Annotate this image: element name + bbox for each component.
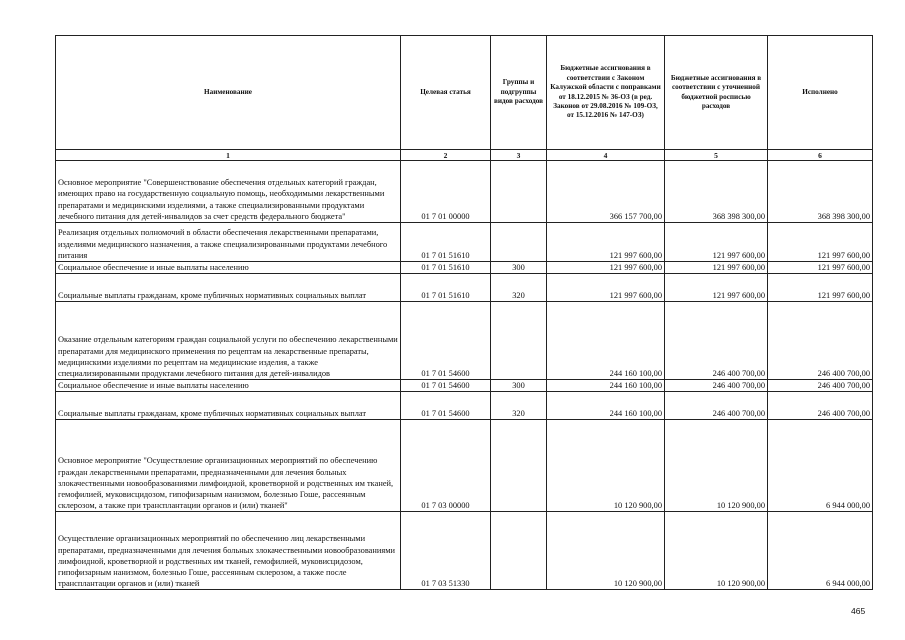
header-code: Целевая статья	[401, 36, 491, 150]
table-row	[56, 223, 873, 262]
column-number: 1	[56, 150, 401, 161]
row-group: 300	[491, 380, 547, 392]
row-executed: 121 997 600,00	[768, 274, 873, 302]
column-number: 4	[547, 150, 665, 161]
row-refined: 121 997 600,00	[665, 223, 768, 262]
row-group: 320	[491, 392, 547, 420]
row-assigned: 244 160 100,00	[547, 380, 665, 392]
header-refined: Бюджетные ассигнования в соответствии с уточненной бюджетной росписью расходов	[665, 36, 768, 150]
row-executed: 6 944 000,00	[768, 512, 873, 590]
page-number: 465	[851, 606, 866, 616]
table-row	[56, 302, 873, 380]
row-refined: 10 120 900,00	[665, 420, 768, 512]
row-refined: 246 400 700,00	[665, 392, 768, 420]
row-name: Основное мероприятие "Совершенствование обеспечения отдельных категорий граждан, имеющих право на государственную социальную помощь, необходимыми лекарственными препаратами и медицинскими изделиями, а также специализированными продуктами лечебного питания для детей-инвалидов за счет средств федерального бюджета"	[56, 161, 401, 223]
header-group: Группы и подгруппы видов расходов	[491, 36, 547, 150]
row-group	[491, 161, 547, 223]
row-executed: 246 400 700,00	[768, 380, 873, 392]
row-executed: 246 400 700,00	[768, 392, 873, 420]
budget-table	[55, 35, 873, 590]
row-assigned: 10 120 900,00	[547, 420, 665, 512]
table-row	[56, 274, 873, 302]
table-row	[56, 392, 873, 420]
row-assigned: 121 997 600,00	[547, 274, 665, 302]
column-number: 5	[665, 150, 768, 161]
table-row	[56, 161, 873, 223]
row-code: 01 7 03 51330	[401, 512, 491, 590]
row-code: 01 7 03 00000	[401, 420, 491, 512]
row-name: Реализация отдельных полномочий в области обеспечения лекарственными препаратами, изделиями медицинского назначения, а также специализированными продуктами лечебного питания	[56, 223, 401, 262]
row-name: Социальные выплаты гражданам, кроме публичных нормативных социальных выплат	[56, 392, 401, 420]
row-assigned: 244 160 100,00	[547, 392, 665, 420]
header-executed: Исполнено	[768, 36, 873, 150]
column-number: 2	[401, 150, 491, 161]
row-group	[491, 223, 547, 262]
row-code: 01 7 01 54600	[401, 302, 491, 380]
row-code: 01 7 01 00000	[401, 161, 491, 223]
row-executed: 368 398 300,00	[768, 161, 873, 223]
row-code: 01 7 01 54600	[401, 392, 491, 420]
row-refined: 121 997 600,00	[665, 274, 768, 302]
row-assigned: 121 997 600,00	[547, 262, 665, 274]
row-name: Социальное обеспечение и иные выплаты населению	[56, 262, 401, 274]
row-name: Осуществление организационных мероприятий по обеспечению лиц лекарственными препаратами, предназначенными для лечения больных злокачественными новообразованиями лимфоидной, кроветворной и родственных им тканей, гемофилией, муковисцидозом, гипофизарным нанизмом, болезнью Гоше, рассеянным склерозом, а также после трансплантации органов и (или) тканей	[56, 512, 401, 590]
row-executed: 121 997 600,00	[768, 223, 873, 262]
row-group: 300	[491, 262, 547, 274]
row-executed: 246 400 700,00	[768, 302, 873, 380]
column-number: 6	[768, 150, 873, 161]
row-group	[491, 512, 547, 590]
row-code: 01 7 01 54600	[401, 380, 491, 392]
row-refined: 368 398 300,00	[665, 161, 768, 223]
row-group: 320	[491, 274, 547, 302]
header-name: Наименование	[56, 36, 401, 150]
column-number: 3	[491, 150, 547, 161]
header-assigned: Бюджетные ассигнования в соответствии с Законом Калужской области с поправками от 18.12.2015 № 36-ОЗ (в ред. Законов от 29.08.2016 № 109-ОЗ, от 15.12.2016 № 147-ОЗ)	[547, 36, 665, 150]
row-assigned: 244 160 100,00	[547, 302, 665, 380]
row-assigned: 366 157 700,00	[547, 161, 665, 223]
row-refined: 10 120 900,00	[665, 512, 768, 590]
row-code: 01 7 01 51610	[401, 262, 491, 274]
row-code: 01 7 01 51610	[401, 274, 491, 302]
row-name: Основное мероприятие "Осуществление организационных мероприятий по обеспечению граждан лекарственными препаратами, предназначенными для лечения больных злокачественными новообразованиями лимфоидной, кроветворной и родственных им тканей, гемофилией, муковисцидозом, гипофизарным нанизмом, болезнью Гоше, рассеянным склерозом, а также при трансплантации органов и (или) тканей"	[56, 420, 401, 512]
table-row	[56, 262, 873, 274]
row-executed: 121 997 600,00	[768, 262, 873, 274]
row-group	[491, 302, 547, 380]
row-assigned: 10 120 900,00	[547, 512, 665, 590]
table-row	[56, 512, 873, 590]
row-group	[491, 420, 547, 512]
row-refined: 246 400 700,00	[665, 302, 768, 380]
row-assigned: 121 997 600,00	[547, 223, 665, 262]
row-code: 01 7 01 51610	[401, 223, 491, 262]
header-row	[56, 36, 873, 150]
table-row	[56, 420, 873, 512]
row-name: Социальные выплаты гражданам, кроме публичных нормативных социальных выплат	[56, 274, 401, 302]
row-refined: 246 400 700,00	[665, 380, 768, 392]
row-executed: 6 944 000,00	[768, 420, 873, 512]
row-name: Оказание отдельным категориям граждан социальной услуги по обеспечению лекарственными препаратами для медицинского применения по рецептам на лекарственные препараты, медицинскими изделиями по рецептам на медицинские изделия, а также специализированными продуктами лечебного питания для детей-инвалидов	[56, 302, 401, 380]
row-refined: 121 997 600,00	[665, 262, 768, 274]
table-row	[56, 380, 873, 392]
column-number-row	[56, 150, 873, 161]
row-name: Социальное обеспечение и иные выплаты населению	[56, 380, 401, 392]
